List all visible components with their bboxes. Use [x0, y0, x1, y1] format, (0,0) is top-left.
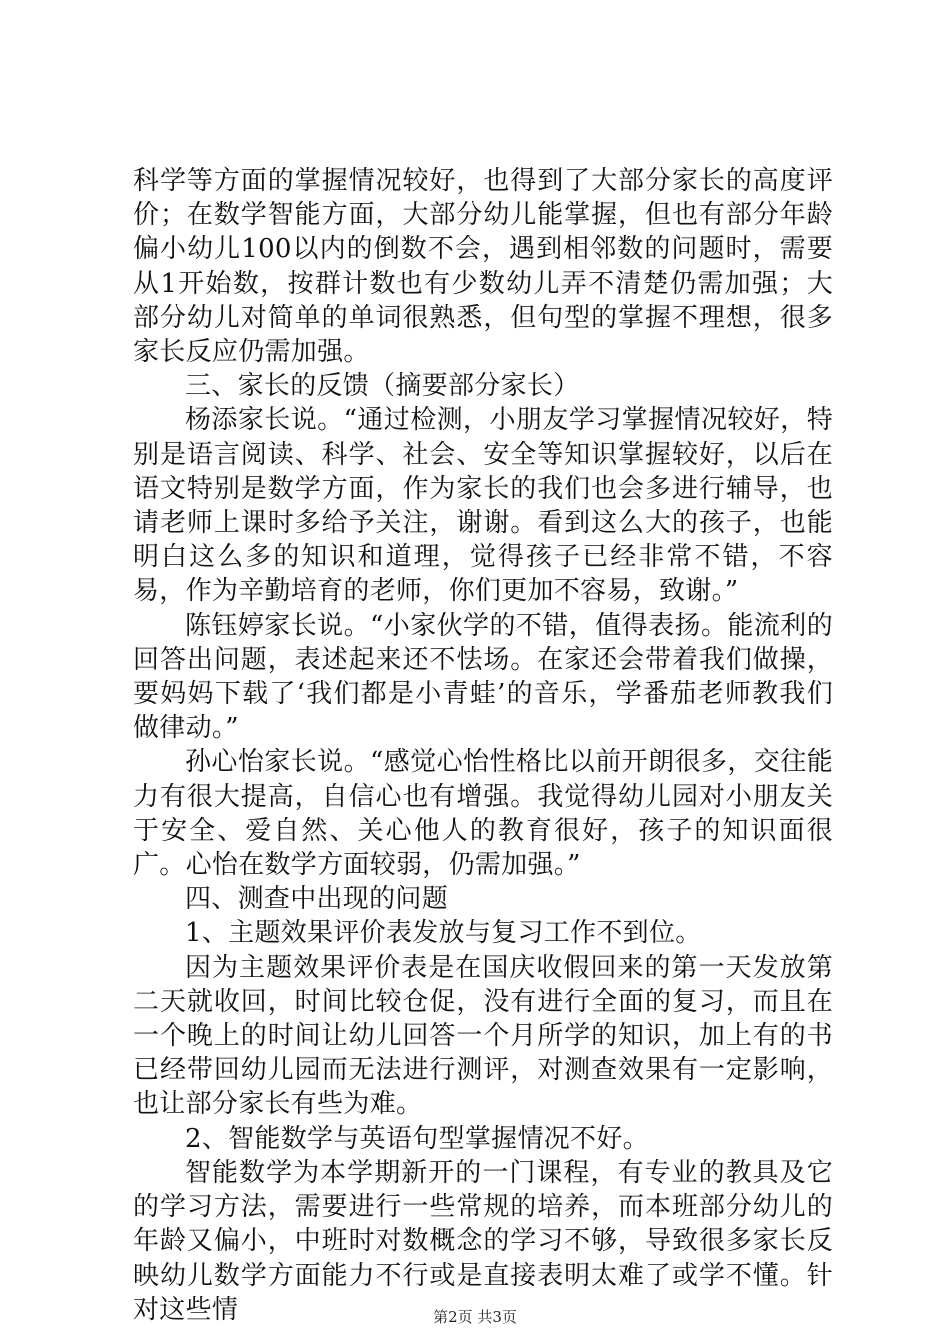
paragraph-feedback-chen: 陈钰婷家长说。“小家伙学的不错，值得表扬。能流利的回答出问题，表述起来还不怯场。在家还会带着我们做操，要妈妈下载了‘我们都是小青蛙’的音乐，学番茄老师教我们做律动。” — [133, 610, 833, 744]
section-heading-parent-feedback: 三、家长的反馈（摘要部分家长） — [185, 371, 580, 402]
subheading-problem-1: 1、主题效果评价表发放与复习工作不到位。 — [185, 918, 702, 949]
page-number-footer: 第2页 共3页 — [433, 1308, 517, 1326]
section-heading-problems: 四、测查中出现的问题 — [185, 884, 449, 915]
paragraph-problem-2: 智能数学为本学期新开的一门课程，有专业的教具及它的学习方法，需要进行一些常规的培养，而本班部分幼儿的年龄又偏小，中班时对数概念的学习不够，导致很多家长反映幼儿数学方面能力不行或是直接表明太难了或学不懂。针对这些情 — [133, 1157, 833, 1325]
paragraph-feedback-yang: 杨添家长说。“通过检测，小朋友学习掌握情况较好，特别是语言阅读、科学、社会、安全等知识掌握较好，以后在语文特别是数学方面，作为家长的我们也会多进行辅导，也请老师上课时多给予关注，谢谢。看到这么大的孩子，也能明白这么多的知识和道理，觉得孩子已经非常不错，不容易，作为辛勤培育的老师，你们更加不容易，致谢。” — [133, 405, 833, 607]
document-body — [133, 164, 833, 1327]
paragraph-continuation: 科学等方面的掌握情况较好，也得到了大部分家长的高度评价；在数学智能方面，大部分幼儿能掌握，但也有部分年龄偏小幼儿100以内的倒数不会，遇到相邻数的问题时，需要从1开始数，按群计数也有少数幼儿弄不清楚仍需加强；大部分幼儿对简单的单词很熟悉，但句型的掌握不理想，很多家长反应仍需加强。 — [133, 166, 833, 368]
subheading-problem-2: 2、智能数学与英语句型掌握情况不好。 — [185, 1123, 649, 1154]
paragraph-feedback-sun: 孙心怡家长说。“感觉心怡性格比以前开朗很多，交往能力有很大提高，自信心也有增强。我觉得幼儿园对小朋友关于安全、爱自然、关心他人的教育很好，孩子的知识面很广。心怡在数学方面较弱，仍需加强。” — [133, 747, 833, 881]
paragraph-problem-1: 因为主题效果评价表是在国庆收假回来的第一天发放第二天就收回，时间比较仓促，没有进行全面的复习，而且在一个晚上的时间让幼儿回答一个月所学的知识，加上有的书已经带回幼儿园而无法进行测评，对测查效果有一定影响，也让部分家长有些为难。 — [133, 952, 833, 1120]
